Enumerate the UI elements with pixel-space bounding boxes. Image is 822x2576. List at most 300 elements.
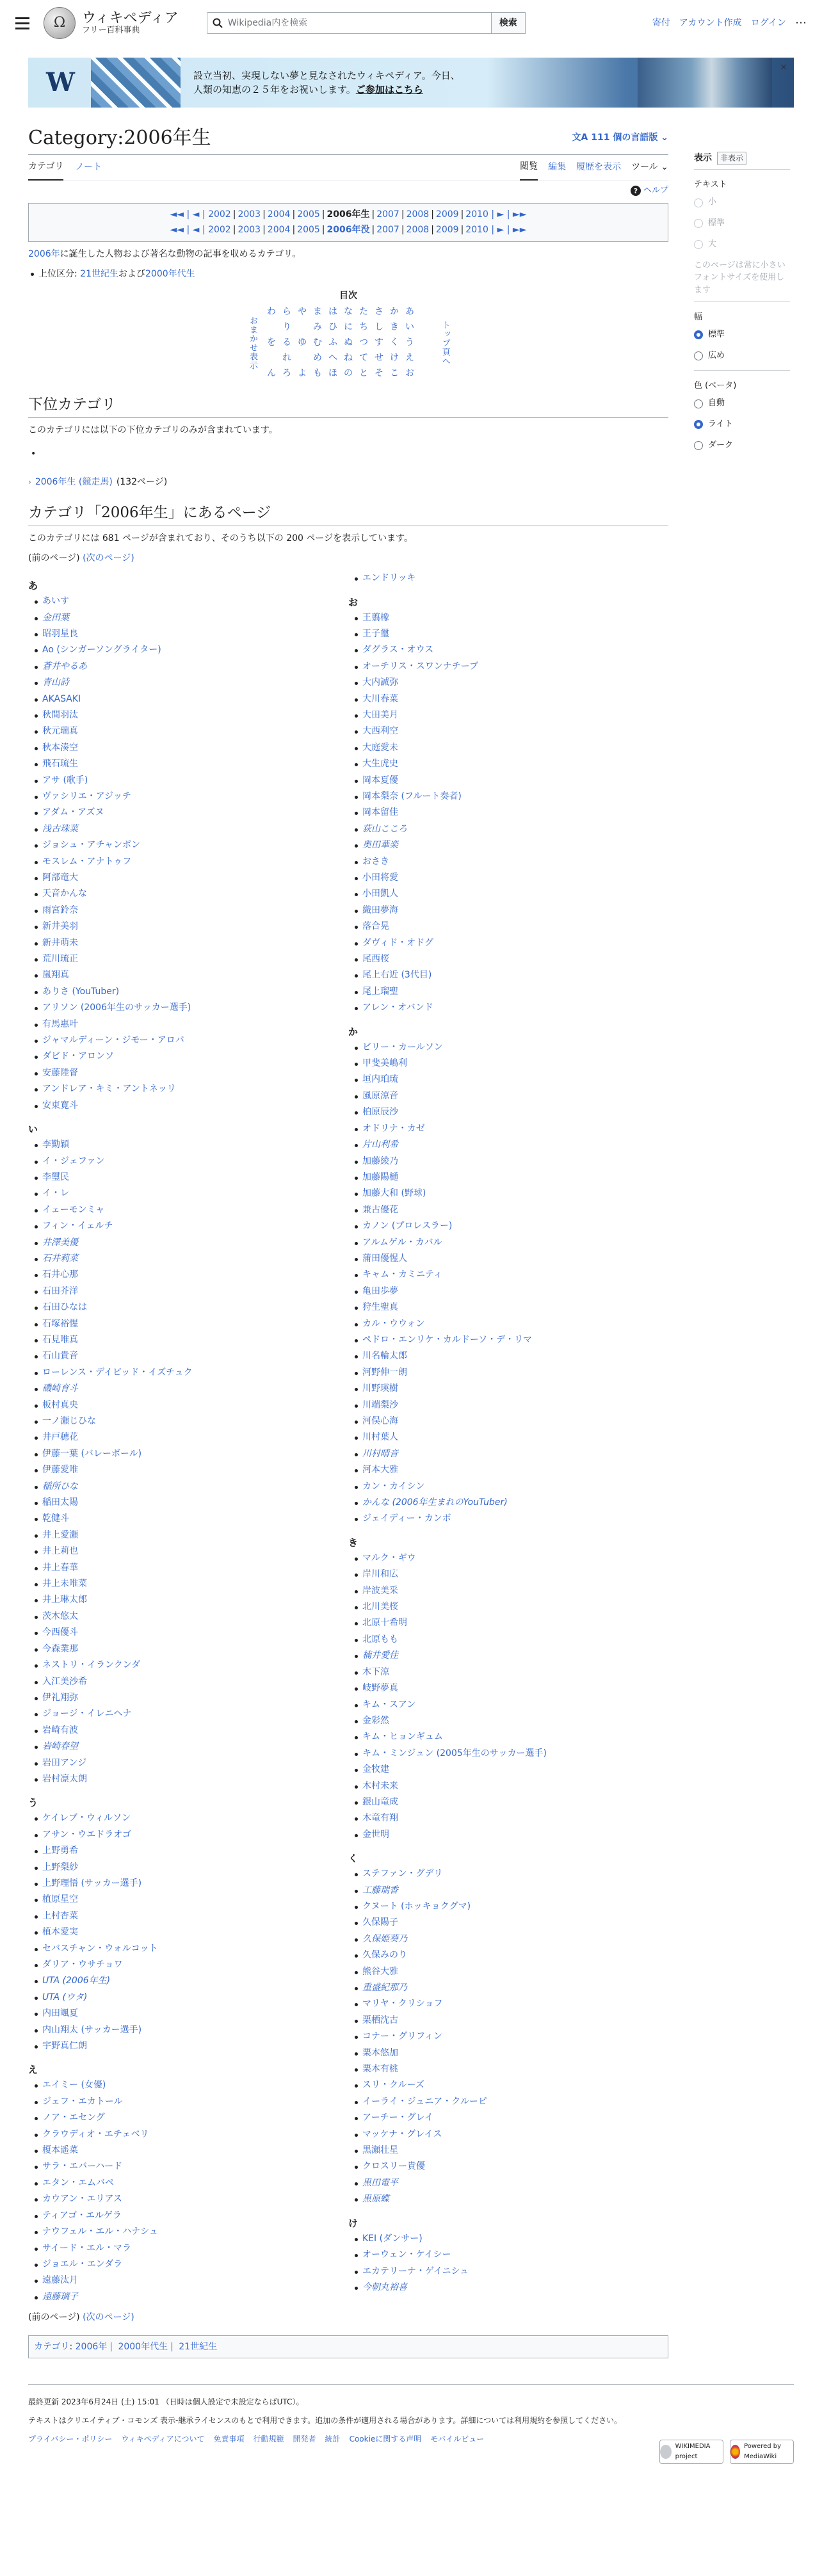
page-link[interactable]: 栗栖沈古 [362,2015,398,2025]
text-size-large-radio[interactable]: 大 [694,238,790,252]
page-link[interactable]: 岡本梨奈 (フルート奏者) [362,791,462,801]
page-link[interactable]: 今西優斗 [42,1627,78,1638]
page-link[interactable]: マッケナ・グレイス [362,2129,442,2139]
page-link[interactable]: 大西利空 [362,726,398,737]
subcategory-link[interactable]: 2006年生 (競走馬) [35,477,113,488]
page-link[interactable]: アサ (歌手) [42,775,88,785]
page-link[interactable]: 秋間羽汰 [42,709,78,720]
page-link[interactable]: 井上琳太郎 [42,1595,87,1606]
toc-kana-link[interactable]: た [359,306,368,317]
tab-edit[interactable]: 編集 [548,162,567,173]
page-link[interactable]: 植原星空 [42,1894,78,1905]
page-link[interactable]: 蒼井やるあ [42,661,87,672]
page-link[interactable]: 栗本有桃 [362,2064,398,2075]
toc-kana-link[interactable]: あ [405,306,414,317]
text-size-standard-radio[interactable]: 標準 [694,217,790,230]
donate-link[interactable]: 寄付 [652,17,670,28]
yearnav-arrows-right[interactable]: | ► | ►► [491,224,527,235]
footer-link[interactable]: モバイルビュー [430,2435,485,2444]
toc-kana-link[interactable]: や [298,306,307,317]
toc-kana-link[interactable]: も [313,367,322,378]
page-link[interactable]: 黒原蝶 [362,2194,389,2205]
page-link[interactable]: 栗本悠加 [362,2047,398,2058]
page-link[interactable]: カン・カイシン [362,1481,425,1492]
page-link[interactable]: 入江美沙希 [42,1676,87,1687]
page-link[interactable]: おさき [362,856,389,867]
page-link[interactable]: ダヴィド・オドグ [362,937,433,948]
page-link[interactable]: 石塚裕惺 [42,1318,78,1329]
color-dark-radio[interactable]: ダーク [694,439,790,453]
page-link[interactable]: 浅古珠菜 [42,823,78,834]
page-link[interactable]: 久保姫葵乃 [362,1933,407,1944]
page-link[interactable]: 石田芥洋 [42,1285,78,1296]
create-account-link[interactable]: アカウント作成 [679,17,742,28]
page-link[interactable]: 風原涼音 [362,1090,398,1101]
yearnav-year[interactable]: 2010 [465,209,488,220]
toc-kana-link[interactable]: て [359,352,368,363]
year-link[interactable]: 2006年 [28,249,60,260]
page-link[interactable]: 甲斐美嶋利 [362,1058,407,1069]
page-link[interactable]: クラウディオ・エチェベリ [42,2129,149,2139]
toc-kana-link[interactable]: ほ [328,367,337,378]
close-icon[interactable]: × [780,62,787,72]
toc-kana-link[interactable]: れ [282,352,291,363]
page-link[interactable]: 重盛紀那乃 [362,1983,407,1993]
footer-link[interactable]: ウィキペディアについて [121,2435,205,2444]
page-link[interactable]: 嵐翔真 [42,970,69,981]
page-link[interactable]: 川村葉人 [362,1432,398,1443]
page-link[interactable]: 川端梨沙 [362,1399,398,1410]
page-link[interactable]: ティアゴ・エルゲラ [42,2210,122,2221]
categories-label-link[interactable]: カテゴリ [34,2341,70,2352]
page-link[interactable]: 遠藤汰月 [42,2275,78,2286]
toc-kana-link[interactable]: の [344,367,353,378]
page-link[interactable]: 岡本留佳 [362,807,398,818]
toc-kana-link[interactable]: ね [344,352,353,363]
page-link[interactable]: 大生虎史 [362,759,398,769]
yearnav-year[interactable]: 2004 [267,224,291,235]
toc-kana-link[interactable]: こ [390,367,399,378]
page-link[interactable]: 石井莉菜 [42,1253,78,1264]
page-link[interactable]: ジョージ・イレニヘナ [42,1709,132,1719]
page-link[interactable]: 青山詩 [42,677,69,688]
footer-link[interactable]: プライバシー・ポリシー [28,2435,113,2444]
page-link[interactable]: 大川春菜 [362,693,398,704]
page-link[interactable]: 河本大雅 [362,1465,398,1476]
next-page-link[interactable]: (次のページ) [83,2312,134,2323]
page-link[interactable]: 木竜有翔 [362,1813,398,1824]
page-link[interactable]: 黒田電平 [362,2177,398,2188]
toc-kana-link[interactable]: ゆ [298,337,307,348]
page-link[interactable]: ありさ (YouTuber) [42,986,120,997]
tab-read[interactable]: 閲覧 [520,155,538,181]
page-link[interactable]: 乾健斗 [42,1513,69,1524]
color-auto-radio[interactable]: 自動 [694,397,790,410]
page-link[interactable]: 新井萌未 [42,937,78,948]
page-link[interactable]: セバスチャン・ウォルコット [42,1943,158,1954]
wikimedia-badge[interactable]: WIKIMEDIA project [659,2440,723,2464]
page-link[interactable]: キャム・カミニティ [362,1269,442,1280]
page-link[interactable]: 加藤綾乃 [362,1155,398,1166]
toc-kana-link[interactable]: に [344,321,353,332]
toc-kana-link[interactable]: い [405,321,414,332]
toc-kana-link[interactable]: ひ [328,321,337,332]
toc-kana-link[interactable]: お [405,367,414,378]
toc-kana-link[interactable]: く [390,337,399,348]
yearnav-year[interactable]: 2009 [435,224,459,235]
page-link[interactable]: 河野伸一朗 [362,1367,407,1378]
page-link[interactable]: 銀山竜成 [362,1796,398,1807]
page-link[interactable]: 岩田アンジ [42,1757,87,1768]
page-link[interactable]: イーライ・ジュニア・クルーピ [362,2096,487,2107]
page-link[interactable]: 上村杏菜 [42,1910,78,1921]
page-link[interactable]: 伊藤一葉 (バレーボール) [42,1448,142,1459]
page-link[interactable]: 荒川琉正 [42,954,78,965]
yearnav-year[interactable]: 2003 [238,209,261,220]
page-link[interactable]: 石井心那 [42,1269,78,1280]
page-link[interactable]: 稲所ひな [42,1481,78,1492]
page-link[interactable]: 昭羽星良 [42,628,78,639]
page-link[interactable]: 遠藤璃子 [42,2291,78,2302]
page-link[interactable]: コナー・グリフィン [362,2031,442,2042]
toc-kana-link[interactable]: む [313,337,322,348]
more-options-icon[interactable]: ⋯ [795,15,807,29]
page-link[interactable]: 工藤瑞香 [362,1885,398,1896]
page-link[interactable]: ステファン・グデリ [362,1869,443,1880]
page-link[interactable]: カル・ウウォン [362,1318,425,1329]
toc-kana-link[interactable]: め [313,352,322,363]
page-link[interactable]: スリ・クルーズ [362,2080,424,2091]
page-link[interactable]: 宇野真仁朗 [42,2041,87,2052]
page-link[interactable]: 今朝丸裕喜 [362,2282,407,2292]
catlink-item[interactable]: 21世紀生 [179,2341,218,2352]
page-link[interactable]: 久保陽子 [362,1917,398,1928]
page-link[interactable]: 木村未来 [362,1780,398,1791]
page-link[interactable]: 内田颯夏 [42,2008,78,2019]
page-link[interactable]: ノア・エセング [42,2113,105,2123]
page-link[interactable]: 上野梨紗 [42,1862,78,1872]
toc-kana-link[interactable]: ま [313,306,322,317]
page-link[interactable]: 兼古優花 [362,1204,398,1215]
tab-talk[interactable]: ノート [75,162,102,173]
page-link[interactable]: 石山貴音 [42,1351,78,1362]
page-link[interactable]: 河俣心海 [362,1416,398,1427]
footer-link[interactable]: 開発者 [293,2435,316,2444]
color-light-radio[interactable]: ライト [694,418,790,431]
page-link[interactable]: 稲田太陽 [42,1497,78,1508]
text-size-small-radio[interactable]: 小 [694,196,790,209]
page-link[interactable]: イェーモンミャ [42,1204,105,1215]
page-link[interactable]: 安東寛斗 [42,1100,78,1111]
page-link[interactable]: 内山翔太 (サッカー選手) [42,2024,142,2035]
toc-kana-link[interactable]: ろ [282,367,291,378]
footer-link[interactable]: 統計 [325,2435,341,2444]
page-link[interactable]: 奥田華楽 [362,840,398,851]
page-link[interactable]: 上野勇希 [42,1846,78,1856]
page-link[interactable]: 井上莉也 [42,1546,78,1557]
page-link[interactable]: 狩生聖真 [362,1302,398,1313]
yearnav-year[interactable]: 2007 [376,224,399,235]
page-link[interactable]: 亀田歩夢 [362,1285,398,1296]
page-link[interactable]: 今森業那 [42,1643,78,1654]
toc-kana-link[interactable]: し [375,321,383,332]
toc-kana-link[interactable]: か [390,306,399,317]
toc-kana-link[interactable]: へ [328,352,337,363]
page-link[interactable]: アンドレア・キミ・アントネッリ [42,1084,176,1095]
page-link[interactable]: 秋本湊空 [42,742,78,753]
help-link[interactable]: ヘルプ [643,186,668,195]
page-link[interactable]: 井澤美優 [42,1237,78,1248]
page-link[interactable]: 尾西桜 [362,954,389,965]
page-link[interactable]: UTA (ウタ) [42,1992,88,2002]
page-link[interactable]: 蒲田優惺人 [362,1253,407,1264]
toc-kana-link[interactable]: と [359,367,368,378]
page-link[interactable]: 天音かんな [42,889,87,899]
yearnav-year[interactable]: 2002 [208,224,231,235]
hide-button[interactable]: 非表示 [717,152,746,165]
page-link[interactable]: ダグラス・オウス [362,645,434,656]
page-link[interactable]: 秋元瑞真 [42,726,78,737]
yearnav-year[interactable]: 2003 [238,224,261,235]
yearnav-year[interactable]: 2010 [465,224,488,235]
page-link[interactable]: クロスリー貴優 [362,2161,425,2172]
page-link[interactable]: 岩崎有波 [42,1725,78,1735]
page-link[interactable]: 金田葉 [42,612,69,623]
page-link[interactable]: キム・ヒョンギュム [362,1732,443,1743]
hamburger-menu-icon[interactable] [15,13,35,33]
page-link[interactable]: 木下涼 [362,1666,389,1677]
page-link[interactable]: 大内誠弥 [362,677,398,688]
page-link[interactable]: ダリア・ウサチョワ [42,1960,123,1970]
footer-link[interactable]: 行動規範 [253,2435,284,2444]
page-link[interactable]: 金世明 [362,1829,389,1840]
toc-kana-link[interactable]: ら [282,306,291,317]
footer-link[interactable]: Cookieに関する声明 [349,2435,422,2444]
page-link[interactable]: エンドリッキ [362,573,416,584]
toc-kana-link[interactable]: き [390,321,399,332]
page-link[interactable]: ペドロ・エンリケ・カルドーソ・デ・リマ [362,1334,532,1345]
page-link[interactable]: 加藤大和 (野球) [362,1188,426,1199]
page-link[interactable]: マリヤ・クリショフ [362,1999,443,2009]
page-link[interactable]: 尾上瑠聖 [362,986,398,997]
page-link[interactable]: 垣内珀琉 [362,1074,398,1085]
page-link[interactable]: アリソン (2006年生のサッカー選手) [42,1002,191,1013]
page-link[interactable]: 板村真央 [42,1399,78,1410]
page-link[interactable]: 北川美桜 [362,1602,398,1613]
page-link[interactable]: 荻山こころ [362,823,407,834]
page-link[interactable]: 大庭愛未 [362,742,398,753]
page-link[interactable]: ジェフ・エカトール [42,2096,123,2107]
catlink-item[interactable]: 2006年 [75,2341,108,2352]
login-link[interactable]: ログイン [750,17,786,28]
toc-kana-link[interactable]: わ [267,306,276,317]
page-link[interactable]: イ・ジェファン [42,1155,105,1166]
page-link[interactable]: 植本愛実 [42,1927,78,1938]
yearnav-year[interactable]: 2005 [297,224,320,235]
page-link[interactable]: エタン・エムバペ [42,2177,114,2188]
page-link[interactable]: 一ノ瀬じひな [42,1416,96,1427]
page-link[interactable]: 井上愛瀬 [42,1529,78,1540]
page-link[interactable]: 岩村凛太朗 [42,1773,87,1784]
page-link[interactable]: 柏原辰沙 [362,1107,398,1118]
language-button[interactable] [572,132,668,143]
page-link[interactable]: 金彩然 [362,1715,389,1726]
yearnav-arrows-right[interactable]: | ► | ►► [491,209,527,220]
page-link[interactable]: ケイレブ・ウィルソン [42,1813,131,1824]
page-link[interactable]: AKASAKI [42,693,81,704]
page-link[interactable]: フィン・イェルチ [42,1221,113,1232]
page-link[interactable]: アサン・ウエドラオゴ [42,1829,131,1840]
page-link[interactable]: 金牧建 [362,1764,389,1775]
page-link[interactable]: 榎本遥菜 [42,2145,78,2156]
page-link[interactable]: サラ・エバーハード [42,2161,123,2172]
page-link[interactable]: 岸川和広 [362,1569,398,1580]
tab-tools[interactable] [631,155,668,181]
page-link[interactable]: カノン (プロレスラー) [362,1221,453,1232]
upper-link-2000s[interactable]: 2000年代生 [145,268,195,279]
yearnav-deaths-link[interactable]: 2006年没 [326,224,370,235]
page-link[interactable]: オドリナ・カゼ [362,1123,425,1134]
page-link[interactable]: 川野瑛樹 [362,1383,398,1394]
page-link[interactable]: ヴァシリエ・アジッチ [42,791,132,801]
page-link[interactable]: 熊谷大雅 [362,1966,398,1977]
page-link[interactable]: 北原十希明 [362,1618,407,1629]
page-link[interactable]: 黒瀬壮星 [362,2145,398,2156]
page-link[interactable]: アレン・オバンド [362,1002,433,1013]
yearnav-arrows-left[interactable]: ◄◄ | ◄ | [170,209,206,220]
page-link[interactable]: マルク・ギウ [362,1552,416,1563]
page-link[interactable]: KEI (ダンサー) [362,2233,423,2244]
width-wide-radio[interactable]: 広め [694,350,790,363]
toc-kana-link[interactable]: を [267,337,276,348]
page-link[interactable]: オーウェン・ケイシー [362,2250,451,2260]
page-link[interactable]: アルムゲル・カバル [362,1237,442,1248]
page-link[interactable]: キム・ミンジュン (2005年生のサッカー選手) [362,1748,547,1759]
width-standard-radio[interactable]: 標準 [694,328,790,342]
page-link[interactable]: 飛石琉生 [42,759,78,769]
page-link[interactable]: 磯崎育斗 [42,1383,78,1394]
page-link[interactable]: 川名輪太郎 [362,1351,407,1362]
page-link[interactable]: カウアン・エリアス [42,2194,122,2205]
toc-kana-link[interactable]: り [282,321,291,332]
catlink-item[interactable]: 2000年代生 [118,2341,168,2352]
tab-category[interactable]: カテゴリ [28,155,63,181]
page-link[interactable]: オーチリス・スワンナチーブ [362,661,479,672]
page-link[interactable]: 李璽民 [42,1171,69,1182]
toc-kana-link[interactable]: な [344,306,353,317]
upper-link-21c[interactable]: 21世紀生 [80,268,118,279]
page-link[interactable]: ジェイディー・カンボ [362,1513,451,1524]
page-link[interactable]: 織田夢海 [362,905,398,915]
toc-kana-link[interactable]: す [375,337,383,348]
page-link[interactable]: 楠井愛佳 [362,1650,398,1661]
page-link[interactable]: Ao (シンガーソングライター) [42,645,161,656]
page-link[interactable]: 茨木悠太 [42,1611,78,1622]
toc-kana-link[interactable]: よ [298,367,307,378]
toc-kana-link[interactable]: け [390,352,399,363]
page-link[interactable]: 久保みのり [362,1950,407,1961]
page-link[interactable]: UTA (2006年生) [42,1976,111,1986]
page-link[interactable]: アーチー・グレイ [362,2113,433,2123]
page-link[interactable]: 岐野夢真 [362,1683,398,1694]
yearnav-year[interactable]: 2002 [208,209,231,220]
page-link[interactable]: 新井美羽 [42,921,78,932]
search-input[interactable] [207,12,492,34]
page-link[interactable]: 阿部竜大 [42,873,78,883]
page-link[interactable]: ジャマルディーン・ジモー・アロバ [42,1035,184,1046]
toc-kana-link[interactable]: ぬ [344,337,353,348]
page-link[interactable]: キム・スアン [362,1699,416,1710]
page-link[interactable]: 岡本夏優 [362,775,398,785]
page-link[interactable]: ビリー・カールソン [362,1042,443,1052]
yearnav-year[interactable]: 2009 [435,209,459,220]
page-link[interactable]: 岩崎春望 [42,1741,78,1752]
page-link[interactable]: イ・レ [42,1188,69,1199]
next-page-link[interactable]: (次のページ) [83,552,134,563]
page-link[interactable]: エカテリーナ・ゲイニシュ [362,2266,469,2276]
yearnav-year[interactable]: 2005 [297,209,320,220]
page-link[interactable]: モスレム・アナトゥフ [42,856,132,867]
footer-link[interactable]: 免責事項 [213,2435,245,2444]
page-link[interactable]: 落合晃 [362,921,389,932]
page-link[interactable]: 李勤穎 [42,1139,69,1150]
page-link[interactable]: 加藤陽樋 [362,1171,398,1182]
page-link[interactable]: 井上未唯菜 [42,1579,87,1590]
page-link[interactable]: エイミー (女優) [42,2080,106,2091]
wikipedia-logo[interactable] [44,7,179,39]
page-link[interactable]: 有馬惠叶 [42,1018,78,1029]
page-link[interactable]: 岸波美采 [362,1585,398,1596]
page-link[interactable]: サイード・エル・マラ [42,2242,132,2253]
page-link[interactable]: 大田美月 [362,709,398,720]
page-link[interactable]: 尾上右近 (3代目) [362,970,432,981]
toc-kana-link[interactable]: さ [375,306,383,317]
mediawiki-badge[interactable]: Powered by MediaWiki [730,2440,794,2464]
toc-kana-link[interactable]: つ [359,337,368,348]
toc-kana-link[interactable]: ん [267,367,276,378]
toc-kana-link[interactable]: ち [359,321,368,332]
page-link[interactable]: ネストリ・イランクンダ [42,1660,141,1671]
toc-kana-link[interactable]: え [405,352,414,363]
page-link[interactable]: 王子璽 [362,628,389,639]
toc-kana-link[interactable]: せ [375,352,383,363]
page-link[interactable]: ナウフェル・エル・ハナシュ [42,2226,158,2237]
toc-random-link[interactable]: おまかせ表示 [248,316,257,370]
page-link[interactable]: 上野理悟 (サッカー選手) [42,1878,142,1888]
toc-top-link[interactable]: トップ頁へ [440,320,450,366]
page-link[interactable]: クヌート (ホッキョクグマ) [362,1901,471,1912]
page-link[interactable]: ダビド・アロンソ [42,1051,114,1062]
expand-triangle-icon[interactable]: › [28,477,31,487]
page-link[interactable]: 片山利希 [362,1139,398,1150]
toc-kana-link[interactable]: う [405,337,414,348]
yearnav-year[interactable]: 2008 [406,224,430,235]
page-link[interactable]: 石田ひなは [42,1302,87,1313]
page-link[interactable]: 北原もも [362,1634,398,1645]
yearnav-year[interactable]: 2008 [406,209,430,220]
page-link[interactable]: 石見唯真 [42,1334,78,1345]
page-link[interactable]: ジョシュ・アチャンポン [42,840,141,851]
page-link[interactable]: 王翦橡 [362,612,389,623]
yearnav-year[interactable]: 2004 [267,209,291,220]
toc-kana-link[interactable]: み [313,321,322,332]
page-link[interactable]: ローレンス・デイビッド・イズチュク [42,1367,193,1378]
search-button[interactable]: 検索 [492,12,526,34]
toc-kana-link[interactable]: そ [375,367,383,378]
tab-history[interactable]: 履歴を表示 [576,162,622,173]
page-link[interactable]: アダム・アズヌ [42,807,104,818]
page-link[interactable]: 伊藤愛唯 [42,1465,78,1476]
